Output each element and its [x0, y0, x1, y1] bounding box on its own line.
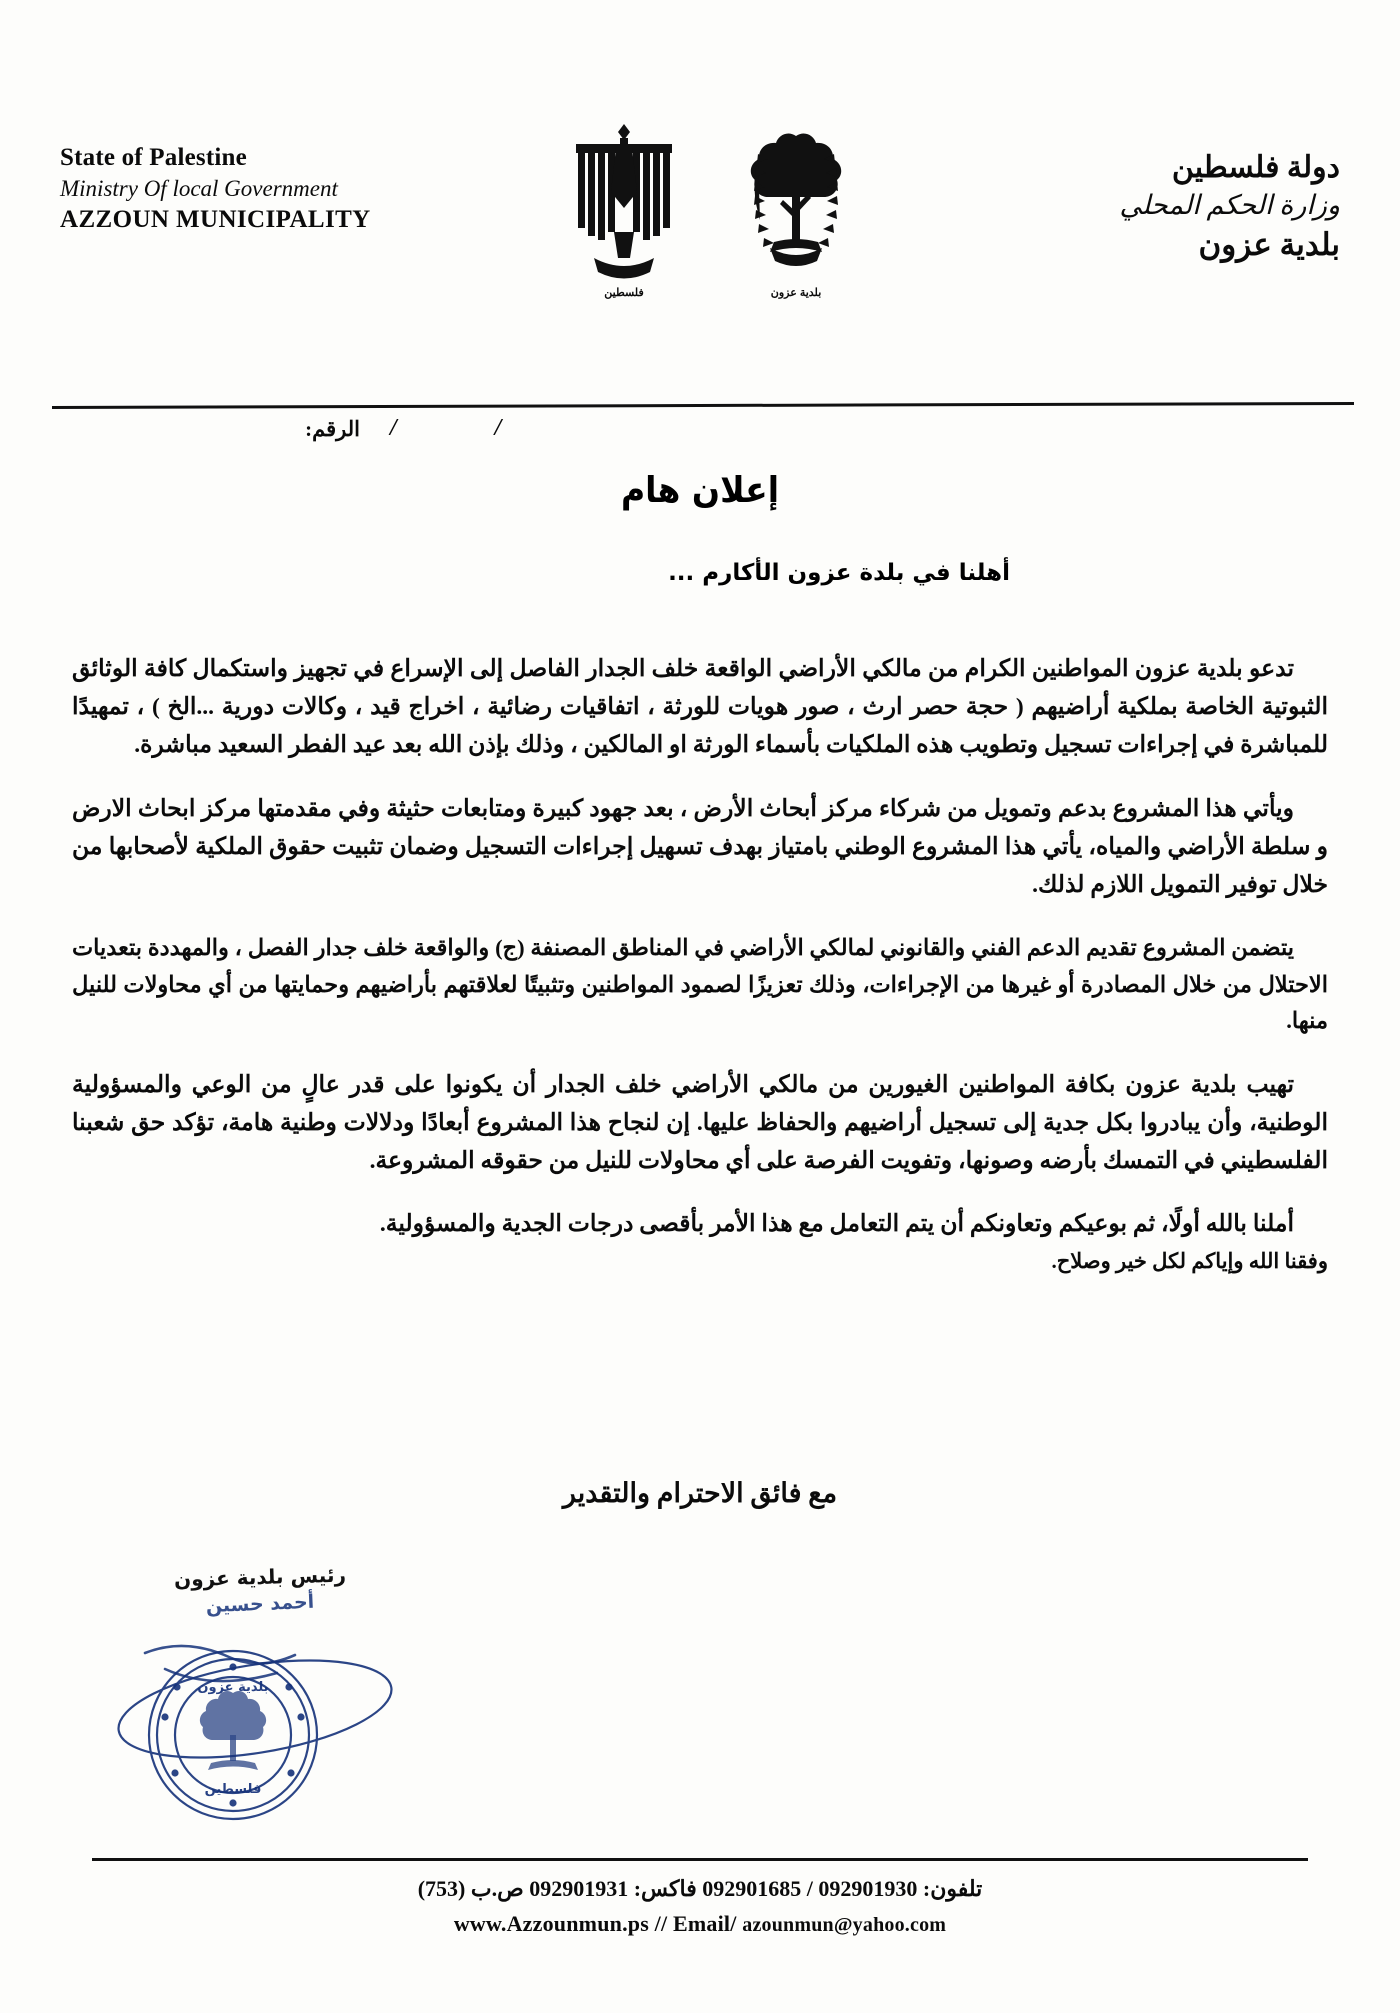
azzoun-olive-tree-emblem [731, 120, 861, 299]
footer-website: www.Azzounmun.ps // Email/ [453, 1911, 737, 1936]
header-arabic-line3: بلدية عزون [1198, 227, 1340, 263]
greeting-line: أهلنا في بلدة عزون الأكارم ... [668, 560, 1010, 586]
footer-divider-rule [92, 1858, 1308, 1861]
page-title: إعلان هام [620, 468, 780, 511]
header-english-line2: Ministry Of local Government [60, 176, 338, 201]
footer-email: azounmun@yahoo.com [742, 1914, 947, 1936]
footer [60, 1872, 1340, 1937]
reference-number-label: الرقم: [305, 417, 360, 441]
footer-contact-line: تلفون: 092901930 / 092901685 فاكس: 092901931 ص.ب (753) [417, 1876, 983, 1901]
stamp-text-top: بلدية عزون [197, 1680, 269, 1695]
closing-line-1: أملنا بالله أولًا، ثم بوعيكم وتعاونكم أن يتم التعامل مع هذا الأمر بأقصى درجات الجدية والمسؤولية. [379, 1210, 1294, 1237]
body-paragraph: يتضمن المشروع تقديم الدعم الفني والقانوني لمالكي الأراضي في المناطق المصنفة (ج) والواقعة خلف جدار الفصل ، والمهددة بتعديات الاحتلال من خلال المصادرة أو غيرها من الإجراءات، وذلك تعزيزًا لصمود المواطنين وتثبيتًا لعلاقتهم بأراضيهم وحمايتها من أي محاولات للنيل منها. [72, 935, 1328, 1034]
closing-line-2: وفقنا الله وإياكم لكل خير وصلاح. [1051, 1249, 1328, 1274]
letterhead-english [60, 120, 440, 236]
palestine-emblem-caption: فلسطين [604, 287, 644, 299]
header-english-line1: State of Palestine [60, 144, 247, 171]
azzoun-emblem-caption: بلدية عزون [770, 287, 822, 299]
body-paragraph: تدعو بلدية عزون المواطنين الكرام من مالكي الأراضي الواقعة خلف الجدار الفاصل إلى الإسراع في تجهيز واستكمال كافة الوثائق الثبوتية الخاصة بملكية أراضيهم ( حجة حصر ارث ، صور هويات للورثة ، اتفاقيات رضائية ، اخراج قيد ، وكالات دورية ...الخ ) ، تمهيدًا للمباشرة في إجراءات تسجيل وتطويب هذه الملكيات بأسماء الورثة او المالكين ، وذلك بإذن الله بعد عيد الفطر السعيد مباشرة. [72, 656, 1328, 759]
date-slashes: / / [390, 415, 548, 441]
emblem-group [559, 120, 861, 299]
letterhead-arabic [980, 120, 1340, 267]
letterhead [60, 120, 1340, 300]
official-stamp [105, 1617, 405, 1837]
header-arabic-line1: دولة فلسطين [1171, 151, 1340, 184]
signature-block [95, 1562, 425, 1865]
body-paragraph: ويأتي هذا المشروع بدعم وتمويل من شركاء مركز أبحاث الأرض ، بعد جهود كبيرة ومتابعات حثيثة وفي مقدمتها مركز ابحاث الارض و سلطة الأراضي والمياه، يأتي هذا المشروع الوطني بامتياز بهدف تسهيل إجراءات التسجيل وضمان تثبيت حقوق الملكية لأصحابها من خلال توفير التمويل اللازم لذلك. [72, 796, 1328, 899]
body-paragraph: تهيب بلدية عزون بكافة المواطنين الغيورين من مالكي الأراضي خلف الجدار أن يكونوا على قدر عالٍ من الوعي والمسؤولية الوطنية، وأن يبادروا بكل جدية إلى تسجيل أراضيهم والحفاظ عليها. إن لنجاح هذا المشروع أبعادًا ودلالات وطنية هامة، تؤكد حق شعبنا الفلسطيني في التمسك بأرضه وصونها، وتفويت الفرصة على أي محاولات للنيل من حقوقه المشروعة. [72, 1071, 1328, 1174]
signature-name: أحمد حسين [205, 1590, 315, 1618]
document-body [72, 650, 1328, 1279]
stamp-text-bottom: فلسطين [204, 1782, 262, 1797]
header-divider-rule [52, 402, 1354, 409]
header-english-line3: AZZOUN MUNICIPALITY [60, 205, 371, 233]
header-arabic-line2: وزارة الحكم المحلي [1119, 190, 1340, 220]
palestine-coat-of-arms-emblem [559, 120, 689, 299]
signature-title: رئيس بلدية عزون [173, 1562, 347, 1592]
closing-block [72, 1206, 1328, 1279]
regards-line: مع فائق الاحترام والتقدير [562, 1478, 838, 1508]
footer-web-line [60, 1911, 1340, 1937]
reference-number-row [60, 415, 1340, 455]
